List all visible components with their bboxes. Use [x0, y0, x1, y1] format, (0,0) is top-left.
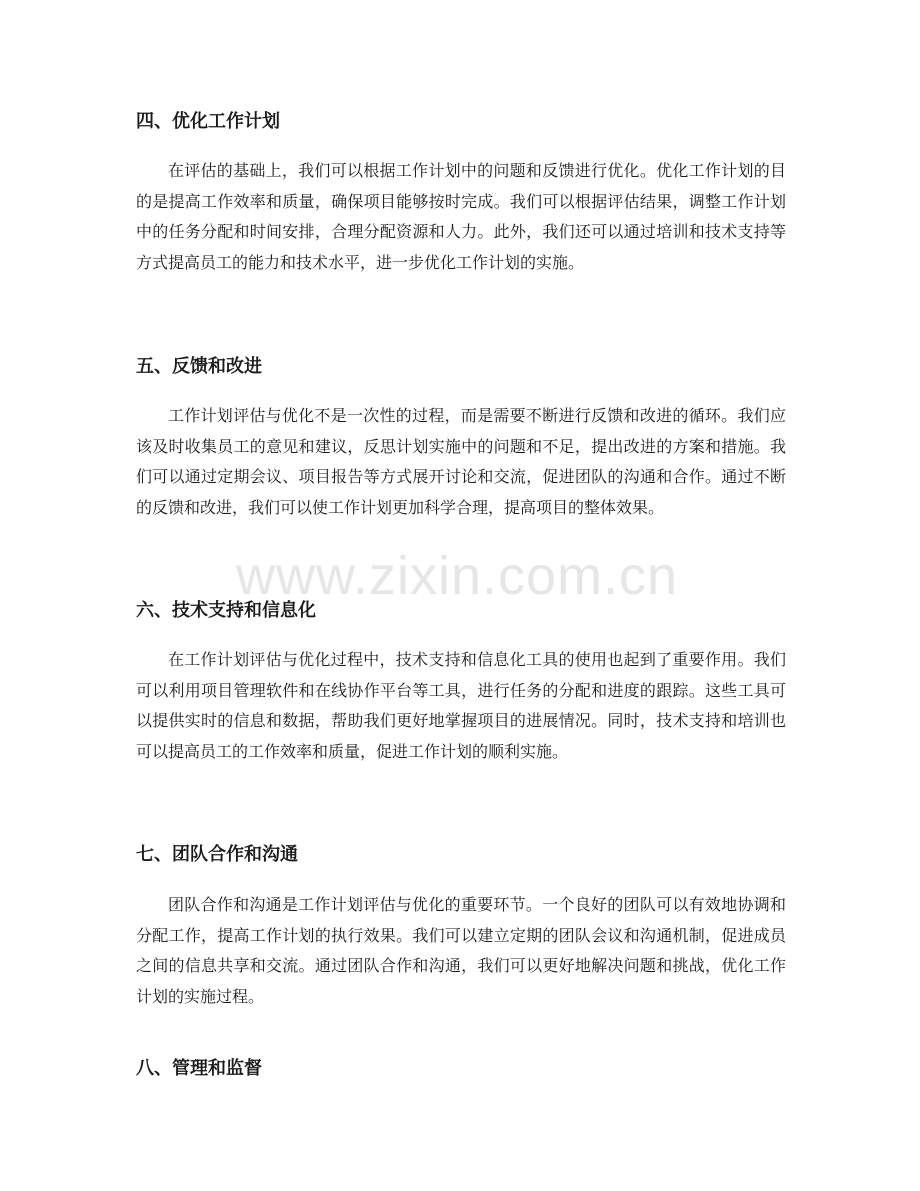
- section-heading-6: 六、技术支持和信息化: [136, 600, 316, 621]
- section-heading-4: 四、优化工作计划: [136, 111, 280, 132]
- section-paragraph-6: 在工作计划评估与优化过程中，技术支持和信息化工具的使用也起到了重要作用。我们可以利用项目管理软件和在线协作平台等工具，进行任务的分配和进度的跟踪。这些工具可以提供实时的信息和数据，帮助我们更好地掌握项目的进展情况。同时，技术支持和培训也可以提高员工的工作效率和质量，促进工作计划的顺利实施。: [136, 650, 786, 761]
- section-heading-5: 五、反馈和改进: [136, 356, 262, 377]
- section-paragraph-4: 在评估的基础上，我们可以根据工作计划中的问题和反馈进行优化。优化工作计划的目的是提高工作效率和质量，确保项目能够按时完成。我们可以根据评估结果，调整工作计划中的任务分配和时间安排，合理分配资源和人力。此外，我们还可以通过培训和技术支持等方式提高员工的能力和技术水平，进一步优化工作计划的实施。: [136, 161, 786, 272]
- section-heading-7: 七、团队合作和沟通: [136, 844, 298, 865]
- section-paragraph-5: 工作计划评估与优化不是一次性的过程，而是需要不断进行反馈和改进的循环。我们应该及时收集员工的意见和建议，反思计划实施中的问题和不足，提出改进的方案和措施。我们可以通过定期会议、项目报告等方式展开讨论和交流，促进团队的沟通和合作。通过不断的反馈和改进，我们可以使工作计划更加科学合理，提高项目的整体效果。: [136, 406, 786, 517]
- section-paragraph-7: 团队合作和沟通是工作计划评估与优化的重要环节。一个良好的团队可以有效地协调和分配工作，提高工作计划的执行效果。我们可以建立定期的团队会议和沟通机制，促进成员之间的信息共享和交流。通过团队合作和沟通，我们可以更好地解决问题和挑战，优化工作计划的实施过程。: [136, 895, 786, 1006]
- watermark: www.zixin.com.cn: [236, 546, 679, 606]
- section-heading-8: 八、管理和监督: [136, 1058, 262, 1079]
